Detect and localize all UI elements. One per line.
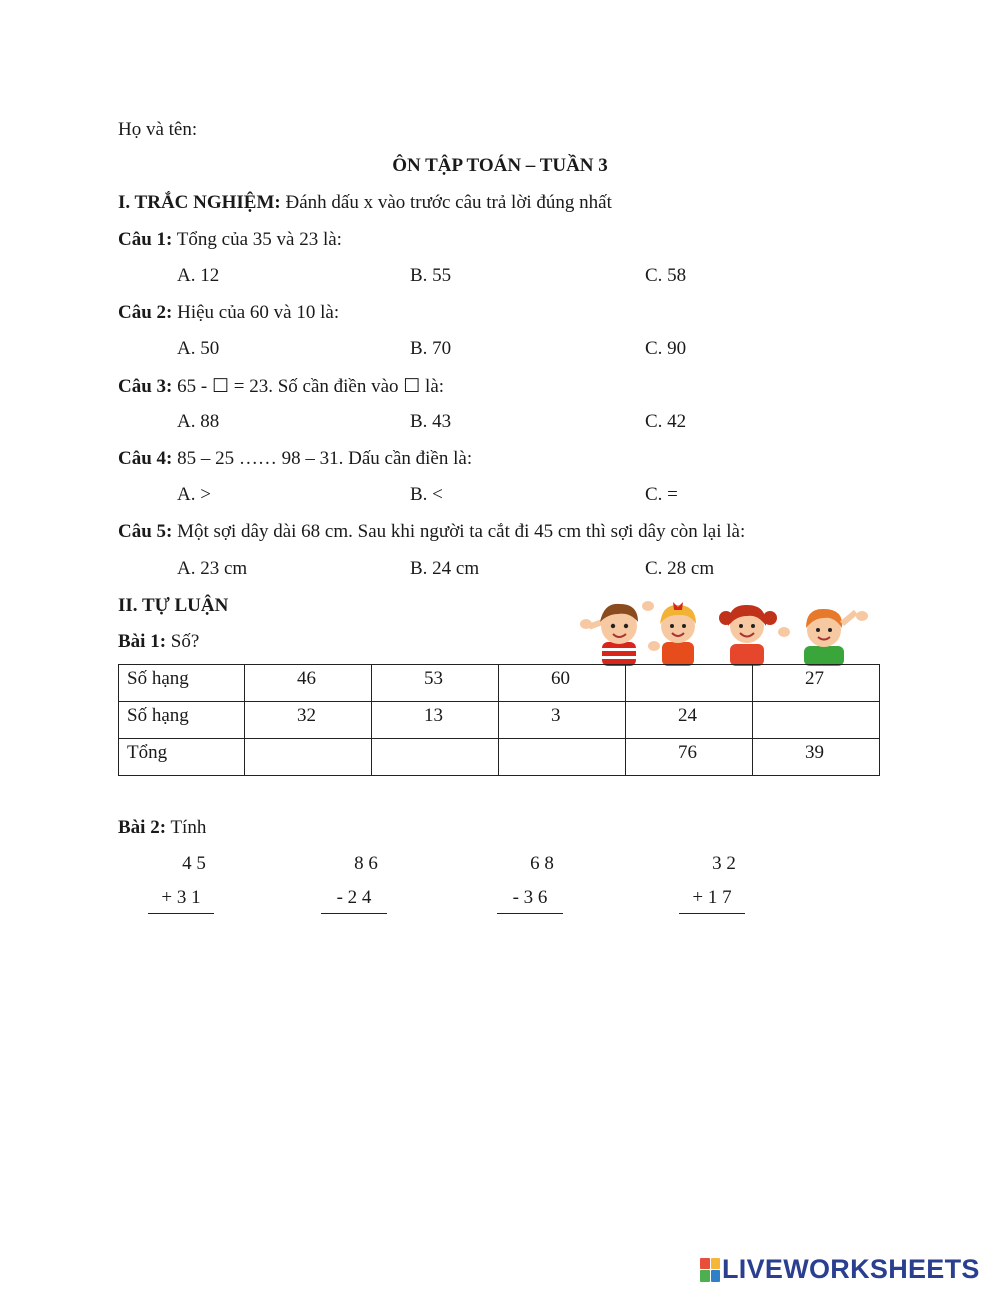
q4-option-a[interactable]: A. > (177, 484, 211, 505)
q4-option-b[interactable]: B. < (410, 484, 443, 505)
answer-cell[interactable] (626, 665, 753, 702)
q2-option-b[interactable]: B. 70 (410, 338, 452, 359)
bai1-label: Bài 1: (118, 631, 167, 652)
table-cell: 53 (372, 665, 499, 702)
addition-table (118, 664, 880, 776)
table-cell: 46 (245, 665, 372, 702)
q5-option-a[interactable]: A. 23 cm (177, 558, 248, 579)
calculation-1[interactable] (148, 853, 214, 914)
q3-option-b[interactable]: B. 43 (410, 411, 452, 432)
calc-bottom: - 2 4 (336, 887, 372, 908)
q2-option-a[interactable]: A. 50 (177, 338, 220, 359)
brand-text: LIVEWORKSHEETS (722, 1254, 980, 1284)
table-cell: 32 (245, 702, 372, 739)
calculation-3[interactable] (497, 853, 563, 914)
answer-cell[interactable] (499, 739, 626, 776)
liveworksheets-brand (700, 1254, 980, 1285)
bai2-title (118, 817, 206, 839)
question-2 (118, 302, 339, 324)
calc-bottom: - 3 6 (512, 887, 548, 908)
q4-option-c[interactable]: C. = (645, 484, 678, 505)
q5-option-c[interactable]: C. 28 cm (645, 558, 715, 579)
row-header: Số hạng (119, 702, 245, 739)
page-title: ÔN TẬP TOÁN – TUẦN 3 (392, 155, 608, 176)
table-cell: 60 (499, 665, 626, 702)
table-row (119, 665, 880, 702)
question-1-text: Tổng của 35 và 23 là: (176, 229, 342, 250)
answer-cell[interactable] (753, 702, 880, 739)
table-row (119, 702, 880, 739)
section1-heading-line (118, 192, 612, 214)
row-header: Tổng (119, 739, 245, 776)
table-cell: 24 (626, 702, 753, 739)
section1-heading: I. TRẮC NGHIỆM: (118, 192, 281, 213)
calc-line (321, 913, 387, 914)
answer-cell[interactable] (245, 739, 372, 776)
calc-top: 6 8 (530, 853, 554, 874)
bai2-label: Bài 2: (118, 817, 167, 838)
calc-top: 3 2 (712, 853, 736, 874)
bai1-text: Số? (170, 631, 200, 652)
question-1-label: Câu 1: (118, 229, 173, 250)
question-3-label: Câu 3: (118, 376, 173, 397)
table-cell: 39 (753, 739, 880, 776)
q3-option-a[interactable]: A. 88 (177, 411, 220, 432)
table-row (119, 739, 880, 776)
bai1-title (118, 631, 199, 653)
table-cell: 3 (499, 702, 626, 739)
q1-option-a[interactable]: A. 12 (177, 265, 220, 286)
question-3-text: 65 - ☐ = 23. Số cần điền vào ☐ là: (177, 376, 445, 397)
question-3 (118, 375, 444, 398)
bai2-text: Tính (170, 817, 207, 838)
question-5 (118, 521, 745, 543)
children-illustration-icon (578, 596, 874, 666)
calc-bottom: + 1 7 (692, 887, 732, 908)
answer-cell[interactable] (372, 739, 499, 776)
q3-option-c[interactable]: C. 42 (645, 411, 687, 432)
calculation-4[interactable] (679, 853, 745, 914)
q1-option-b[interactable]: B. 55 (410, 265, 452, 286)
table-cell: 76 (626, 739, 753, 776)
row-header: Số hạng (119, 665, 245, 702)
liveworksheets-logo-icon (700, 1258, 720, 1282)
calc-bottom: + 3 1 (161, 887, 201, 908)
question-4-text: 85 – 25 …… 98 – 31. Dấu cần điền là: (177, 448, 473, 469)
section2-heading: II. TỰ LUẬN (118, 595, 229, 616)
calculation-2[interactable] (321, 853, 387, 914)
q5-option-b[interactable]: B. 24 cm (410, 558, 480, 579)
question-4 (118, 448, 472, 470)
calc-line (497, 913, 563, 914)
question-5-text: Một sợi dây dài 68 cm. Sau khi người ta cắt đi 45 cm thì sợi dây còn lại là: (177, 521, 746, 542)
name-label: Họ và tên: (118, 119, 198, 140)
table-cell: 27 (753, 665, 880, 702)
calc-line (679, 913, 745, 914)
calc-top: 4 5 (182, 853, 206, 874)
calc-line (148, 913, 214, 914)
calc-top: 8 6 (354, 853, 378, 874)
q1-option-c[interactable]: C. 58 (645, 265, 687, 286)
question-2-label: Câu 2: (118, 302, 173, 323)
q2-option-c[interactable]: C. 90 (645, 338, 687, 359)
question-2-text: Hiệu của 60 và 10 là: (177, 302, 340, 323)
section1-instruction: Đánh dấu x vào trước câu trả lời đúng nhất (285, 192, 612, 213)
question-1 (118, 229, 342, 251)
question-5-label: Câu 5: (118, 521, 173, 542)
table-cell: 13 (372, 702, 499, 739)
question-4-label: Câu 4: (118, 448, 173, 469)
